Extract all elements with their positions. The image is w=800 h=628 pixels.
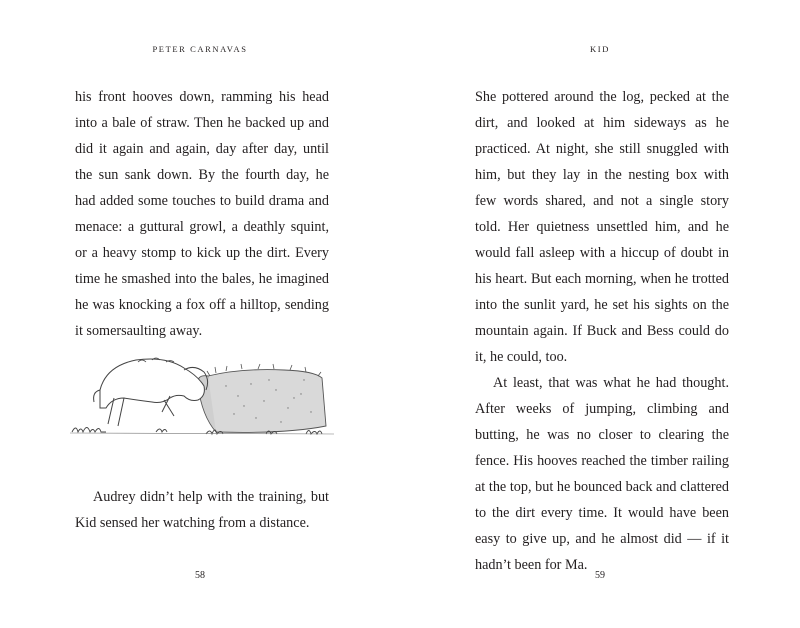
right-page-body	[475, 84, 729, 578]
paragraph: Audrey didn’t help with the training, but Kid sensed her watching from a distance.	[75, 489, 329, 531]
paragraph: his front hooves down, ramming his head into a bale of straw. Then he backed up and did it again and again, day after day, until the sun sank down. By the fourth day, he had added some touches to build drama and menace: a guttural growl, a deathly squint, or a heavy stomp to kick up the dirt. Every time he smashed into the bales, he imagined he was knocking a fox off a hilltop, sending it somersaulting away.	[75, 89, 329, 339]
running-head-author: PETER CARNAVAS	[152, 44, 248, 54]
goat-shape	[94, 358, 208, 426]
goat-butting-hay-bale-illustration	[66, 346, 336, 442]
page-number: 58	[195, 570, 205, 581]
page-number: 59	[595, 570, 605, 581]
hay-bale-shape	[198, 364, 326, 432]
right-page	[400, 0, 800, 628]
left-page-body	[75, 84, 329, 344]
left-page-body-continued	[75, 484, 329, 536]
running-head-title: KID	[590, 44, 610, 54]
paragraph: She pottered around the log, pecked at the dirt, and looked at him sideways as he practiced. At night, she still snuggled with him, but they lay in the nesting box with few words shared, and not a single story told. Her quietness unsettled him, and he would fall asleep with a hiccup of doubt in his heart. But each morning, when he trotted into the sunlit yard, he set his sights on the mountain again. If Buck and Bess could do it, he could, too.	[475, 89, 729, 365]
paragraph: At least, that was what he had thought. After weeks of jumping, climbing and butting, he was no closer to clearing the fence. His hooves reached the timber railing at the top, but he bounced back and clattered to the dirt every time. It would have been easy to give up, and he almost did — if it hadn’t been for Ma.	[475, 375, 729, 573]
